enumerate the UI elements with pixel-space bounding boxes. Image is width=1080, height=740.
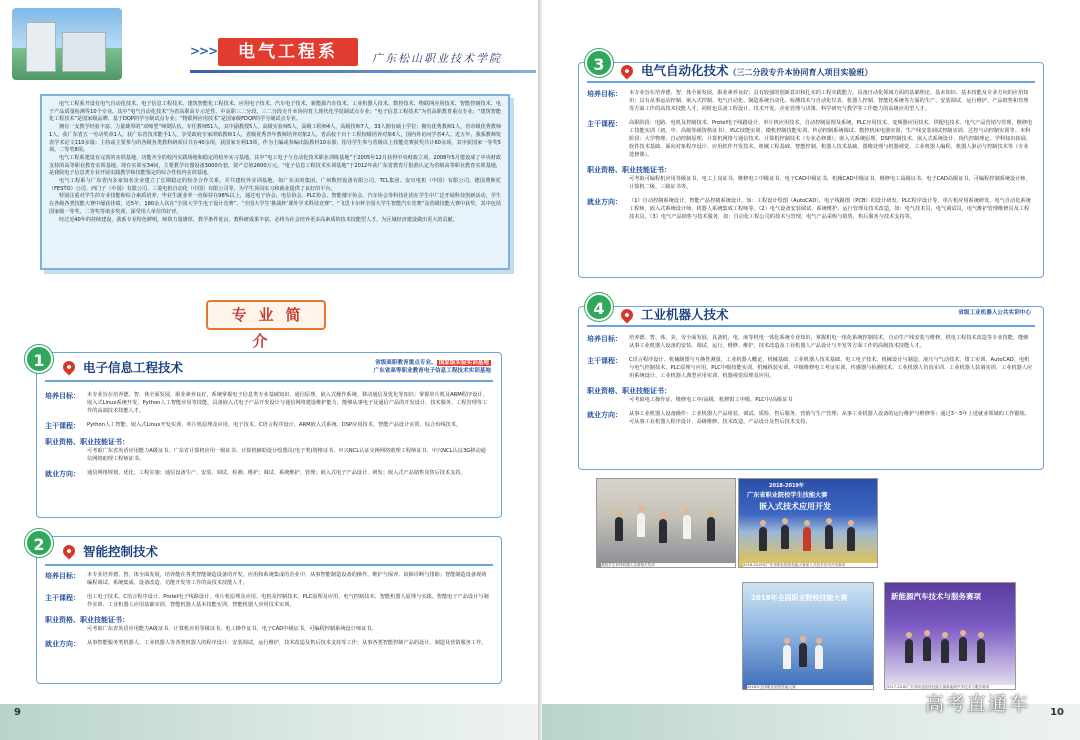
program-row: 主干课程： C语言程序设计、机械制图与互换性测量、工业机器人概论、机械基础、工业机器人技术基础、电工电子技术、机械设计与制造、液压与气动技术、钳工实训、AutoCAD、电机与电气控制技术、PLC原理与应用、PLC中级技能实训、机械拆装实训、中级维修电工考证实训、传感器与检测技术、工业机器人仿真实训、工业机器人装调实训、工业机器人应用系统设计、工业机器人典型应用实训、机器视觉原理及应用。 (587, 357, 1033, 379)
program-title: 电子信息工程技术 (83, 360, 184, 375)
map-pin-icon (61, 543, 78, 560)
program-row: 培养目标： 培养德、智、体、美、劳全面发展，具备机、电、液等机电一体化系统专业知识，掌握机电一体化系统控制技术，自动生产线安装与维修，机电工程技术改造等专业技能，能够从事工业机器人设备的安装、调试、运行、维修、维护、技术改造及工业机器人产品设计与开发等方面工作的高级技术技能人才。 (587, 335, 1029, 349)
title-arrows: >>> (190, 44, 218, 58)
program-card-electrical-automation (578, 55, 1044, 278)
intro-paragraph: 电气工程系开设有电气自动化技术、电子信息工程技术、建筑智能化工程技术、应用电子技术、汽车电子技术、新能源汽车技术、工业机器人技术、数控技术、物联网应用技术、智能控制技术、电子产品质量检测等10个专业。其中“电气自动化技术”为省高职高专示范性、中高职三二分段、三二分段专升本协同育人现代化学徒制试点专业；“电子信息工程技术”为省高职教育重点专业；“建筑智能化工程技术”是国家级品牌、基于DQP的学分制试点专业；“物联网应用技术”是国家级FDQP的学分制试点专业。 (49, 101, 501, 123)
program-row: 职业资格、职业技能证书： 可考取可编程机应用等级证书，电工上岗证书，维修电工中级证书，电子CAD中级证书，机械CAD中级证书，维修电工高级证书，电子CAD高级证书，可编程控制系统设计师，计算机二级、三级证书等。 (587, 166, 1031, 190)
program-card-intelligent-control (33, 535, 502, 684)
photo-embedded-contest: 2018-2019年 广东省职业院校学生技能大赛 嵌入式技术应用开发 2018-2019年广东省职业院校技能大赛嵌入式技术应用开发赛项 (738, 478, 878, 568)
program-number-badge: 2 (25, 529, 53, 557)
program-number-badge: 1 (25, 345, 53, 373)
card-header-rule (587, 81, 1035, 83)
program-row: 职业资格、职业技能证书： 可考取广东省英语应用能力A级证书、广东省计算机应用一级证书、计算机辅助设计绘图员(电子类)资格证书、中兴NCL认证交换网络助理工程师证书、中兴NCL认证3G移动通信网络助理工程师证书。 (45, 438, 486, 462)
program-row: 培养目标： 本专业培养德、智、体全面发展，培养能在各类智能制造设备的开发、应用和系统集成的企业中，从事智能制造设备的操作、维护与保养、故障诊断与排除；智能制造设备现场编程调试、系统集成、设备改造、功能开发等工作的高技术技能人才。 (45, 572, 487, 586)
program-accreditation-tag: 省级工业机器人公共实训中心 (958, 310, 1031, 316)
program-card-industrial-robot (578, 299, 1044, 470)
section-heading: 专业简介 (206, 300, 326, 330)
intro-paragraph: 经过近40年的持续建设，我系专业特色鲜明，师资力量雄厚，教学条件优良，教科研成果丰富，必将为社会培养更多高素质的技术技能型人才，为区域经济建设做出更大的贡献。 (59, 216, 458, 223)
card-header-rule (45, 564, 493, 566)
program-title: 电气自动化技术（三二分段专升本协同育人项目实验班） (641, 63, 873, 78)
page-number: 10 (1050, 707, 1064, 718)
card-header-rule (45, 380, 493, 382)
program-accreditation-tag: 省级高职教育重点专业、 国家级实验实训基地 广东省高等职业教育电子信息工程技术实训基地 (373, 360, 491, 374)
program-row: 培养目标： 本专业旨在培养德、智、体全面发展，职业素养良好；具有较强的创新意识和扎实的工程实践能力，具备自动化领域方面的基础理论、基本知识、基本技能及专业方向的应用知识；具有从事运动控制、嵌入式控制、电气自动化、制造系统自动化、检测技术与自动化仪表、机器人控制、智能化系统等方面的生产、安装调试、运行维护、产品销售和管理等方面工作的高技术技能人才，同时也具备工程设计、技术开发、企业管理与决策、科学研究与教学等工作能力的高级应用型人才。 (587, 90, 1029, 112)
program-row: 培养目标： 本专业旨在培养德、智、体全面发展，职业素养良好，系统掌握电子信息类专业基础知识、通信原理、嵌入式操作系统、移动通信及优化等知识；掌握单片机及ARM程序设计、嵌入式Linux系统开发、Python人工智能应用等技能，具备嵌入式电子产品开发设计与通信网络建设维护能力，能够从事电子及通信产品的开发设计、技术服务、工程管理等工作的高端技术技能人才。 (45, 392, 488, 414)
intro-paragraph: 电气工程系建设有完善的实训基地，功能齐全的校内实践场地和稳定的校外实习基地。其中“电工电子与自动化技术职业训练基地”于2005年12月获得中央财政立项，2008年5月建设成了中央财政支持的高等职业教育实训基地。现有实训室34间，主要教学仪器设备3000台套，资产总值2600万元。“电子信息工程技术实训基地”于2012年获广东省教育厅批准认定为省级高等职业教育实训基地，是我院电子信息类专业开展实践教学和技能鉴定的综合性校内实训基地。 (49, 154, 501, 177)
program-row: 主干课程： 高职阶段：电路、电机及控制技术、Protel电子线路设计、单片机应用技术、自动控制原理及系统、PLC应用技术、变频器应用技术、供配电技术、电气产品营销与管理、维修电工技能实训（初、中、高级等级资格证书）、PLC技能实训、微机控制技能实训、传动控制系统调试、数控机床电器实训、生产线安装调试控制实训、过控与动控制实训等。本科阶段：大学物理、自动控制原理、计算机网络与通信技术、计算机控制技术（专业必修课）；嵌入式系统原理、DSP控制技术、嵌入式系统设计、现代控制理论、学科知识拓展、软件技术基础、面向对象程序设计、应用软件开发技术、机械工程基础、智能控制、机器人技术基础、图像处理与机器视觉、工业机器人编程、机器人驱动与控制技术等（专业选修课）。 (587, 120, 1033, 158)
program-card-electronic-info (33, 351, 502, 518)
left-page (0, 0, 538, 740)
card-header-rule (587, 325, 1035, 327)
program-subtitle: （三二分段专升本协同育人项目实验班） (728, 68, 873, 77)
photo-national-contest: 2018年全国职业院校技能大赛 2018年全国职业院校技能大赛 (742, 582, 874, 690)
photo-competition-award: 我院学生获得机器人竞赛相关奖项 (596, 478, 736, 568)
program-title: 智能控制技术 (83, 544, 159, 559)
watermark: 高考直通车 (924, 693, 1030, 715)
map-pin-icon (61, 359, 78, 376)
intro-paragraph: 电气工程系与广东省内多家知名企业建立了长期稳定的校企合作关系，并共建校外实训基地，如广东美的集团、广州数控设备有限公司、TCL集团、安川电机（中国）有限公司、德国费斯托（FESTO）公司、西门子（中国）有限公司、三菱电机自动化（中国）有限公司等，为学生顶岗实习和就业提供了良好的平台。 (49, 178, 501, 192)
program-row: 就业方向： 从事智能服务类机器人、工业机器人等各类机器人的程序设计、安装调试，运行维护，技术改造及售后技术支持等工作；从事各类智能控制产品的设计、制造及营销服务工作。 (45, 640, 487, 648)
program-row: 就业方向： （1）自动控制系统设计，智能产品控制系统设计，如：工程设计绘图（AutoCAD），电子线路图（PCB）的设计研发、PLC程序设计等、单片机应用系统研发，电气自动化系统工程师，嵌入式系统设计师，机器人系统集成工程师等。（2）电气设备安装调试、系统维护、运行管理及技术改造，如：电气技术员，电气调试员，电气维护管理维修员及工程技术员。（3）电气产品销售与技术服务，如：自动化工程公司的技术与管理，电气产品采购与销售，售后服务与技术支持等。 (587, 198, 1031, 220)
program-row: 就业方向： 通信网络规划、优化、工程实施；通信设备生产、安装、调试、检测、维护；调试、系统维护、管理；嵌入式电子产品设计、研发；嵌入式产品销售及售后技术支持。 (45, 470, 466, 478)
map-pin-icon (619, 63, 636, 80)
department-title: 电气工程系 (218, 38, 358, 66)
page-number: 9 (14, 707, 21, 718)
school-name: 广东松山职业技术学院 (372, 52, 502, 65)
intro-paragraph: 特别注重对学生的专业技能和综合素质培养，毕业生就业率一直保持在98%以上，通过电子协会、电信协会、PLC协会、智能楼宇协会、汽车协会等科技社团在学生中广泛开展科技创新活动，学生在各级各类技能大赛中屡获佳绩，近5年，180余人次在“全国大学生电子设计竞赛”、“全国大学生‘挑战杯’课外学术科技竞赛”、“飞思卡尔杯全国大学生智能汽车竞赛”及省级技能大赛中获奖，其中包括国家级一等奖、二等奖等诸多奖项，深受用人单位的好评。 (49, 193, 501, 215)
photo-new-energy-contest: 新能源汽车技术与服务赛项 2017-2018广东省职业院校技能大赛新能源汽车技术与服务赛项 (884, 582, 1016, 690)
header-rule (190, 70, 536, 73)
page-footer (0, 704, 538, 740)
program-number-badge: 3 (585, 49, 613, 77)
intro-paragraph: 拥有一支教学经验丰富、力量雄厚的“双师型”师资队伍。专任教师51人，其中副教授5人，高级实验师5人，高级工程师4人，高级技师7人，33人拥有硕士学位；拥有优秀教师1人，省市级优秀教师1人，获广东省五一劳动奖章1人，获广东省技术能手1人，享受政府专家津贴教师1人，省级优秀青年教师培养对象2人。省高校千百十工程校级培养对象6人，国内外访问学者4人。近五年，我系教师发表学术论文110多篇；主持或主要参与的各级各类教科研项目共有40余项，获国家专利13项，作为主编或参编出版教材10余部；指导学生参与省级以上技能竞赛获奖共计60余项，其中获国家一等奖5项、二等奖8项。 (49, 124, 501, 154)
department-intro (40, 94, 510, 270)
program-row: 职业资格、职业技能证书： 可考取广东省英语应用能力A级证书，计算机应用等级证书，电工操作证书，电子CAD中级证书，可编程控制系统设计师证书。 (45, 616, 377, 632)
program-row: 主干课程： Python人工智能、嵌入式Linux开发实训、单片机原理及应用、电子技术、C语言程序设计、ARM嵌入式系统、DSP应用技术、智能产品设计实训、综合布线技术。 (45, 422, 462, 430)
program-title: 工业机器人技术 (641, 307, 729, 322)
program-number-badge: 4 (585, 293, 613, 321)
map-pin-icon (619, 307, 636, 324)
program-row: 职业资格、职业技能证书： 可考取电工操作证、维修电工中/高级、机修钳工中级、PLC中/高级证书 (587, 387, 793, 403)
campus-building-image (12, 8, 122, 80)
right-page (542, 0, 1080, 740)
program-row: 就业方向： 从事工业机器人设备操作：工业机器人产品组装、调试、质检、售后服务、营销与生产管理；从事工业机器人设备的运行维护与维修等；通过3～5年上述就业领域的工作锻炼，可从事工业机器人程序设计、高级维修、技术改造、产品设计及售后技术支持。 (587, 411, 1030, 425)
program-row: 主干课程： 电工电子技术、C语言程序设计、Protel电子线路设计、单片机原理及应用、电机及控制技术、PLC原理及应用、电气控制技术、智能机器人原理与实践、智能电子产品设计与制作实训、工业机器人应用基础实训、智能机器人基本技能实训，智能机器人应用技术实训。 (45, 594, 489, 608)
